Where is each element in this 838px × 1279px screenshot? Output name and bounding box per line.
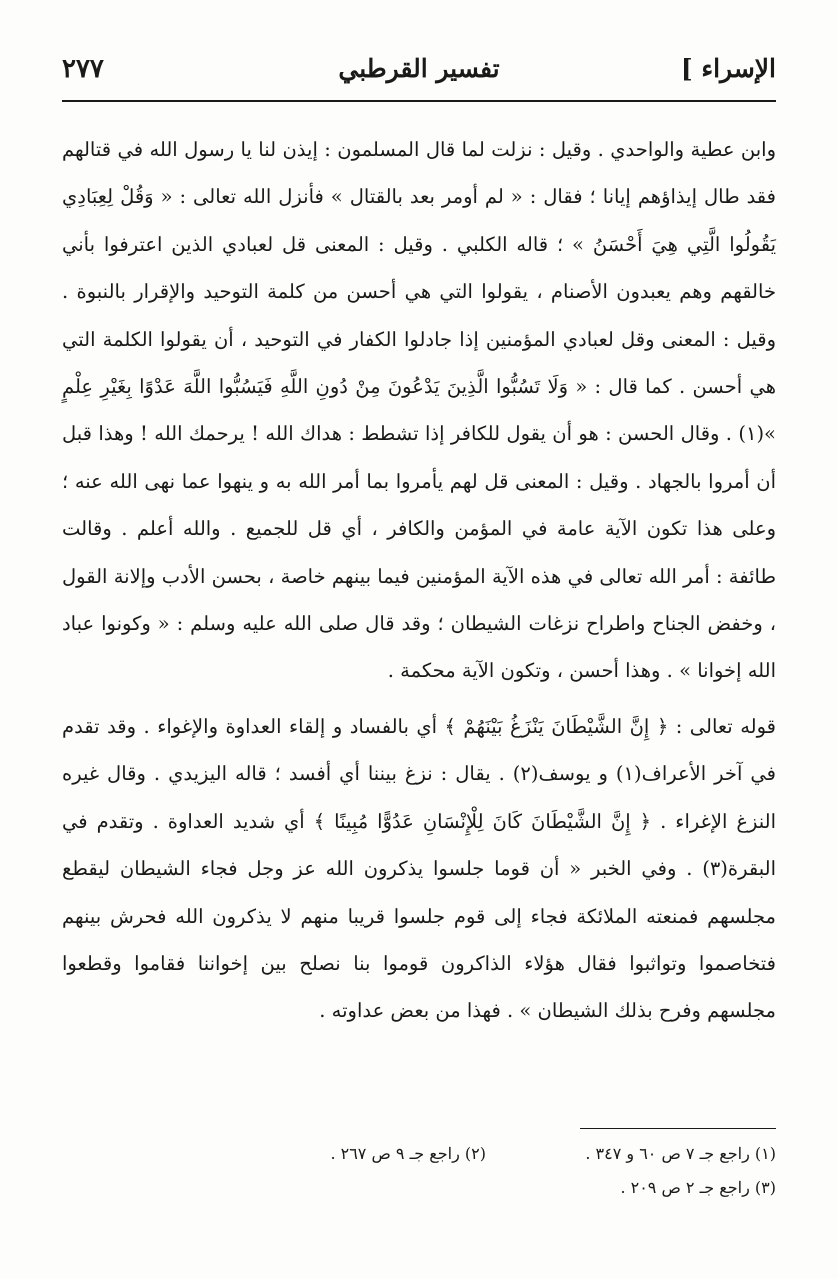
footnote-1: (١) راجع جـ ٧ ص ٦٠ و ٣٤٧ . xyxy=(585,1144,776,1163)
footnote-row xyxy=(200,1178,776,1212)
page-number: ٢٧٧ xyxy=(62,54,104,84)
surah-name: الإسراء ] xyxy=(680,54,776,83)
page-header xyxy=(62,50,776,98)
footnote-2: (٢) راجع جـ ٩ ص ٢٦٧ . xyxy=(330,1144,486,1163)
header-divider xyxy=(62,100,776,102)
paragraph-2: قوله تعالى : ﴿ إِنَّ الشَّيْطَانَ يَنْزَغُ بَيْنَهُمْ ﴾ أي بالفساد و إلقاء العداوة والإغواء . وقد تقدم في آخر الأعراف(١) و يوسف(٢) . يقال : نزغ بيننا أي أفسد ؛ قاله اليزيدي . وقال غيره النزغ الإغراء . ﴿ إِنَّ الشَّيْطَانَ كَانَ لِلْإِنْسَانِ عَدُوًّا مُبِينًا ﴾ أي شديد العداوة . وتقدم في البقرة(٣) . وفي الخبر « أن قوما جلسوا يذكرون الله عز وجل فجاء الشيطان ليقطع مجلسهم فمنعته الملائكة فجاء إلى قوم جلسوا قريبا منهم لا يذكرون الله فحرش بينهم فتخاصموا وتواثبوا فقال هؤلاء الذاكرون قوموا بنا نصلح بين إخواننا فقاموا وقطعوا مجلسهم وفرح بذلك الشيطان » . فهذا من بعض عداوته . xyxy=(62,714,776,1023)
book-title: تفسير القرطبي xyxy=(338,54,500,83)
footnotes xyxy=(200,1144,776,1212)
main-text xyxy=(62,126,776,1035)
footnote-3: (٣) راجع جـ ٢ ص ٢٠٩ . xyxy=(620,1178,776,1197)
footnote-row xyxy=(200,1144,776,1178)
footnote-divider xyxy=(580,1128,776,1129)
paragraph-1: وابن عطية والواحدي . وقيل : نزلت لما قال المسلمون : إيذن لنا يا رسول الله في قتالهم فقد طال إيذاؤهم إيانا ؛ فقال : « لم أومر بعد بالقتال » فأنزل الله تعالى : « وَقُلْ لِعِبَادِي يَقُولُوا الَّتِي هِيَ أَحْسَنُ » ؛ قاله الكلبي . وقيل : المعنى قل لعبادي الذين اعترفوا بأني خالقهم وهم يعبدون الأصنام ، يقولوا التي هي أحسن من كلمة التوحيد والإقرار بالنبوة . وقيل : المعنى وقل لعبادي المؤمنين إذا جادلوا الكفار في التوحيد ، أن يقولوا الكلمة التي هي أحسن . كما قال : « وَلَا تَسُبُّوا الَّذِينَ يَدْعُونَ مِنْ دُونِ اللَّهِ فَيَسُبُّوا اللَّهَ عَدْوًا بِغَيْرِ عِلْمٍ »(١) . وقال الحسن : هو أن يقول للكافر إذا تشطط : هداك الله ! يرحمك الله ! وهذا قبل أن أمروا بالجهاد . وقيل : المعنى قل لهم يأمروا بما أمر الله به و ينهوا عما نهى الله عنه ؛ وعلى هذا تكون الآية عامة في المؤمن والكافر ، أي قل للجميع . والله أعلم . وقالت طائفة : أمر الله تعالى في هذه الآية المؤمنين فيما بينهم خاصة ، بحسن الأدب وإلانة القول ، وخفض الجناح واطراح نزغات الشيطان ؛ وقد قال صلى الله عليه وسلم : « وكونوا عباد الله إخوانا » . وهذا أحسن ، وتكون الآية محكمة . xyxy=(62,138,776,683)
